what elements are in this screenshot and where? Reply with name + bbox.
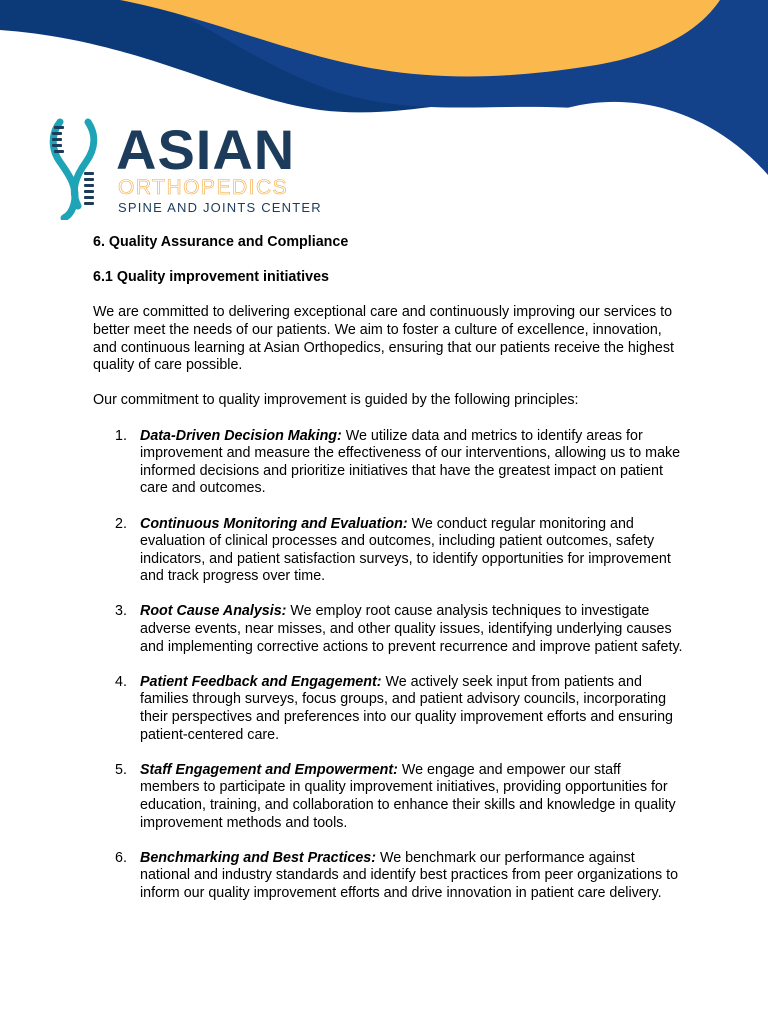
list-item — [93, 762, 683, 832]
list-item-term: Patient Feedback and Engagement: — [140, 673, 382, 690]
logo-wordmark: ASIAN — [116, 118, 296, 181]
company-logo — [44, 118, 374, 223]
list-item-term: Benchmarking and Best Practices: — [140, 849, 376, 866]
list-item-number: 6. — [115, 849, 127, 866]
list-item-text: We actively seek input from patients and families through surveys, focus groups, and patient advisory councils, incorporating their perspectives and preferences into our quality improvement efforts and ensuring patient-centered care. — [140, 673, 673, 743]
list-item-term: Staff Engagement and Empowerment: — [140, 761, 398, 778]
list-item-number: 2. — [115, 515, 127, 532]
list-item-text: We conduct regular monitoring and evaluation of clinical processes and outcomes, including patient outcomes, safety indicators, and patient satisfaction surveys, to identify opportunities for improvement and track progress over time. — [140, 515, 671, 585]
list-item-number: 5. — [115, 761, 127, 778]
list-item-number: 1. — [115, 427, 127, 444]
list-item-number: 4. — [115, 673, 127, 690]
principles-list — [93, 428, 683, 903]
list-item — [93, 516, 683, 586]
list-item-text: We benchmark our performance against national and industry standards and identify best practices from peer organizations to inform our quality improvement efforts and drive innovation in patient care delivery. — [140, 849, 679, 901]
intro-paragraph: We are committed to delivering exceptional care and continuously improving our services to better meet the needs of our patients. We aim to foster a culture of excellence, innovation, and continuous learning at Asian Orthopedics, ensuring that our patients receive the highest quality of care possible. — [93, 304, 674, 374]
list-item — [93, 674, 683, 744]
list-item-text: We employ root cause analysis techniques to investigate adverse events, near misses, and other quality issues, identifying underlying causes and implementing corrective actions to prevent recurrence and improve patient safety. — [140, 603, 683, 655]
subsection-title: 6.1 Quality improvement initiatives — [93, 269, 329, 286]
list-item-term: Continuous Monitoring and Evaluation: — [140, 515, 408, 532]
lead-in-paragraph: Our commitment to quality improvement is guided by the following principles: — [93, 392, 579, 409]
spine-logo-icon — [44, 118, 108, 220]
document-body — [93, 234, 683, 920]
list-item — [93, 850, 683, 903]
list-item — [93, 428, 683, 498]
list-item-text: We engage and empower our staff members to participate in quality improvement initiatives, providing opportunities for education, training, and collaboration to enhance their skills and knowledge in quality improvement methods and tools. — [140, 761, 676, 831]
logo-subtitle: ORTHOPEDICS — [118, 176, 289, 199]
list-item-number: 3. — [115, 603, 127, 620]
logo-tagline: SPINE AND JOINTS CENTER — [118, 200, 322, 215]
list-item — [93, 603, 683, 656]
list-item-term: Data-Driven Decision Making: — [140, 427, 342, 444]
list-item-text: We utilize data and metrics to identify areas for improvement and measure the effectiveness of our interventions, allowing us to make informed decisions and prioritize initiatives that have the greatest impact on patient care and outcomes. — [140, 427, 681, 497]
section-title: 6. Quality Assurance and Compliance — [93, 234, 349, 250]
list-item-term: Root Cause Analysis: — [140, 603, 287, 620]
